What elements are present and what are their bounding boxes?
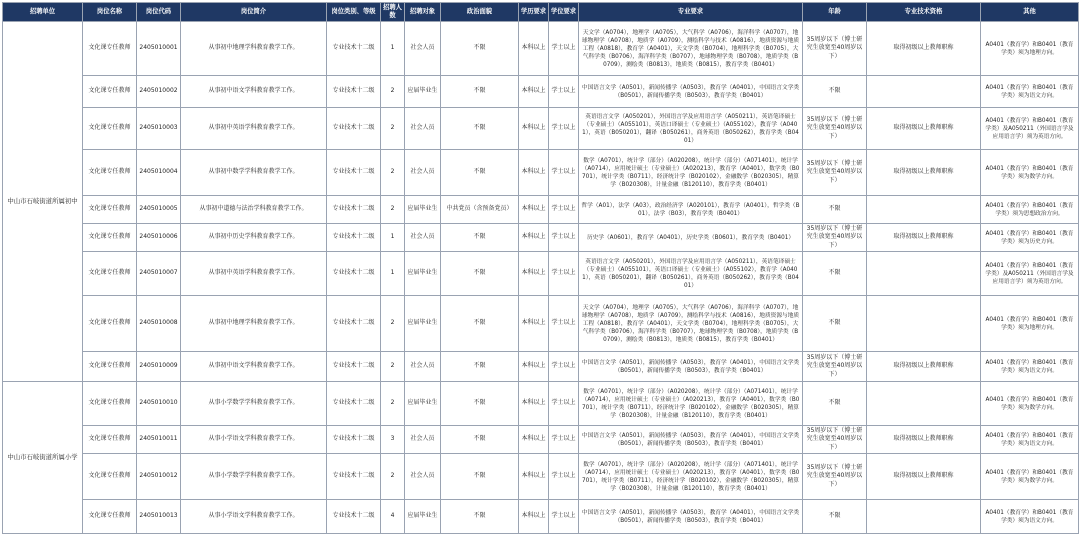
recruitment-table (2, 2, 1079, 534)
qualification-requirement-cell (867, 252, 981, 296)
education-requirement-cell: 本科以上 (519, 150, 549, 196)
major-requirement-cell: 天文学（A0704），地理学（A0705），大气科学（A0706），海洋科学（A0707），地球物理学（A0708），地质学（A0709），测绘科学与技术（A0816），地质资源与地质工程（A0818），教育学（A0401），天文学类（B0704），地理科学类（B0705），大气科学类（B0706），海洋科学类（B0707），地球物理学类（B0708），地质学类（B0709），测绘类（B0813），地质类（B0815），教育学类（B0401） (579, 22, 803, 76)
header-unit: 招聘单位 (3, 3, 83, 22)
header-position-intro: 岗位简介 (181, 3, 327, 22)
position-intro-cell: 从事初中数学学科教育教学工作。 (181, 150, 327, 196)
header-hire-count: 招聘人数 (381, 3, 405, 22)
major-requirement-cell: 中国语言文学（A0501），新闻传播学（A0503），教育学（A0401），中国语言文学类（B0501），新闻传播学类（B0503），教育学类（B0401） (579, 352, 803, 382)
target-group-cell: 应届毕业生 (405, 382, 441, 426)
qualification-requirement-cell (867, 196, 981, 224)
age-requirement-cell: 不限 (803, 196, 867, 224)
table-header-row (3, 3, 1079, 22)
age-requirement-cell: 35周岁以下（博士研究生放宽至40周岁以下） (803, 224, 867, 252)
position-category-cell: 专业技术十二级 (327, 22, 381, 76)
target-group-cell: 社会人员 (405, 352, 441, 382)
position-intro-cell: 从事小学语文学科教育教学工作。 (181, 500, 327, 534)
major-requirement-cell: 数学（A0701），统计学（部分）（A020208），统计学（部分）（A071401），统计学（A0714），应用统计硕士（专业硕士）（A020213），教育学（A0401），数学类（B0701），统计学类（B0711），经济统计学（B020102），金融数学（B020305），精算学（B020308），计量金融（B120110），教育学类（B0401） (579, 382, 803, 426)
position-category-cell: 专业技术十二级 (327, 382, 381, 426)
age-requirement-cell: 不限 (803, 76, 867, 108)
table-body (3, 22, 1079, 534)
political-status-cell: 不限 (441, 426, 519, 454)
degree-requirement-cell: 学士以上 (549, 108, 579, 150)
major-requirement-cell: 英语语言文学（A050201），外国语言学及应用语言学（A050211），英语笔译硕士（专业硕士）（A055101），英语口译硕士（专业硕士）（A055102），教育学（A0401），英语（B050201），翻译（B050261），商务英语（B050262），教育学类（B0401） (579, 108, 803, 150)
qualification-requirement-cell (867, 500, 981, 534)
age-requirement-cell: 35周岁以下（博士研究生放宽至40周岁以下） (803, 22, 867, 76)
position-name-cell: 文化课专任教师 (83, 196, 137, 224)
position-intro-cell: 从事初中道德与法治学科教育教学工作。 (181, 196, 327, 224)
degree-requirement-cell: 学士以上 (549, 382, 579, 426)
qualification-requirement-cell (867, 76, 981, 108)
position-code-cell: 2405010005 (137, 196, 181, 224)
age-requirement-cell: 35周岁以下（博士研究生放宽至40周岁以下） (803, 108, 867, 150)
target-group-cell: 应届毕业生 (405, 296, 441, 352)
hire-count-cell: 2 (381, 76, 405, 108)
other-notes-cell: A0401（教育学）和B0401（教育学类）及A050211（外国语言学及应用语言学）须为英语方向。 (981, 108, 1079, 150)
position-code-cell: 2405010011 (137, 426, 181, 454)
position-category-cell: 专业技术十二级 (327, 196, 381, 224)
qualification-requirement-cell: 取得初级以上教师职称 (867, 426, 981, 454)
political-status-cell: 不限 (441, 22, 519, 76)
age-requirement-cell: 35周岁以下（博士研究生放宽至40周岁以下） (803, 454, 867, 500)
major-requirement-cell: 历史学（A0601），教育学（A0401），历史学类（B0601），教育学类（B0401） (579, 224, 803, 252)
other-notes-cell: A0401（教育学）和B0401（教育学类）须为语文方向。 (981, 76, 1079, 108)
education-requirement-cell: 本科以上 (519, 382, 549, 426)
position-name-cell: 文化课专任教师 (83, 22, 137, 76)
target-group-cell: 应届毕业生 (405, 196, 441, 224)
degree-requirement-cell: 学士以上 (549, 426, 579, 454)
education-requirement-cell: 本科以上 (519, 252, 549, 296)
target-group-cell: 社会人员 (405, 108, 441, 150)
position-code-cell: 2405010009 (137, 352, 181, 382)
hire-count-cell: 2 (381, 196, 405, 224)
education-requirement-cell: 本科以上 (519, 426, 549, 454)
qualification-requirement-cell: 取得初级以上教师职称 (867, 108, 981, 150)
table-row (3, 252, 1079, 296)
age-requirement-cell: 不限 (803, 500, 867, 534)
position-intro-cell: 从事初中英语学科教育教学工作。 (181, 252, 327, 296)
position-code-cell: 2405010007 (137, 252, 181, 296)
header-position-name: 岗位名称 (83, 3, 137, 22)
target-group-cell: 应届毕业生 (405, 76, 441, 108)
major-requirement-cell: 数学（A0701），统计学（部分）（A020208），统计学（部分）（A071401），统计学（A0714），应用统计硕士（专业硕士）（A020213），教育学（A0401），数学类（B0701），统计学类（B0711），经济统计学（B020102），金融数学（B020305），精算学（B020308），计量金融（B120110），教育学类（B0401） (579, 150, 803, 196)
position-intro-cell: 从事初中地理学科教育教学工作。 (181, 22, 327, 76)
position-code-cell: 2405010013 (137, 500, 181, 534)
position-intro-cell: 从事初中语文学科教育教学工作。 (181, 352, 327, 382)
position-intro-cell: 从事初中历史学科教育教学工作。 (181, 224, 327, 252)
table-row (3, 426, 1079, 454)
position-category-cell: 专业技术十二级 (327, 108, 381, 150)
document-page (2, 2, 1078, 540)
table-row (3, 224, 1079, 252)
position-code-cell: 2405010006 (137, 224, 181, 252)
position-category-cell: 专业技术十二级 (327, 352, 381, 382)
position-name-cell: 文化课专任教师 (83, 108, 137, 150)
degree-requirement-cell: 学士以上 (549, 296, 579, 352)
header-position-code: 岗位代码 (137, 3, 181, 22)
table-row (3, 150, 1079, 196)
position-intro-cell: 从事小学数学学科教育教学工作。 (181, 382, 327, 426)
position-name-cell: 文化课专任教师 (83, 150, 137, 196)
table-row (3, 22, 1079, 76)
other-notes-cell: A0401（教育学）和B0401（教育学类）须为地理方向。 (981, 296, 1079, 352)
degree-requirement-cell: 学士以上 (549, 252, 579, 296)
other-notes-cell: A0401（教育学）和B0401（教育学类）须为数学方向。 (981, 454, 1079, 500)
position-category-cell: 专业技术十二级 (327, 426, 381, 454)
age-requirement-cell: 不限 (803, 252, 867, 296)
qualification-requirement-cell: 取得初级以上教师职称 (867, 150, 981, 196)
position-name-cell: 文化课专任教师 (83, 454, 137, 500)
other-notes-cell: A0401（教育学）和B0401（教育学类）须为语文方向。 (981, 500, 1079, 534)
political-status-cell: 不限 (441, 296, 519, 352)
position-code-cell: 2405010003 (137, 108, 181, 150)
political-status-cell: 不限 (441, 352, 519, 382)
age-requirement-cell: 35周岁以下（博士研究生放宽至40周岁以下） (803, 426, 867, 454)
education-requirement-cell: 本科以上 (519, 454, 549, 500)
political-status-cell: 不限 (441, 454, 519, 500)
major-requirement-cell: 中国语言文学（A0501），新闻传播学（A0503），教育学（A0401），中国语言文学类（B0501），新闻传播学类（B0503），教育学类（B0401） (579, 500, 803, 534)
major-requirement-cell: 数学（A0701），统计学（部分）（A020208），统计学（部分）（A071401），统计学（A0714），应用统计硕士（专业硕士）（A020213），教育学（A0401），数学类（B0701），统计学类（B0711），经济统计学（B020102），金融数学（B020305），精算学（B020308），计量金融（B120110），教育学类（B0401） (579, 454, 803, 500)
major-requirement-cell: 英语语言文学（A050201），外国语言学及应用语言学（A050211），英语笔译硕士（专业硕士）（A055101），英语口译硕士（专业硕士）（A055102），教育学（A0401），英语（B050201），翻译（B050261），商务英语（B050262），教育学类（B0401） (579, 252, 803, 296)
other-notes-cell: A0401（教育学）和B0401（教育学类）须为地理方向。 (981, 22, 1079, 76)
header-other: 其他 (981, 3, 1079, 22)
political-status-cell: 不限 (441, 500, 519, 534)
table-row (3, 76, 1079, 108)
degree-requirement-cell: 学士以上 (549, 454, 579, 500)
age-requirement-cell: 不限 (803, 382, 867, 426)
position-intro-cell: 从事初中英语学科教育教学工作。 (181, 108, 327, 150)
target-group-cell: 社会人员 (405, 426, 441, 454)
header-age: 年龄 (803, 3, 867, 22)
hire-count-cell: 1 (381, 224, 405, 252)
degree-requirement-cell: 学士以上 (549, 196, 579, 224)
hire-count-cell: 2 (381, 150, 405, 196)
position-category-cell: 专业技术十二级 (327, 500, 381, 534)
header-qualification: 专业技术资格 (867, 3, 981, 22)
position-intro-cell: 从事小学数学学科教育教学工作。 (181, 454, 327, 500)
position-code-cell: 2405010002 (137, 76, 181, 108)
position-code-cell: 2405010008 (137, 296, 181, 352)
table-row (3, 382, 1079, 426)
position-name-cell: 文化课专任教师 (83, 352, 137, 382)
table-row (3, 196, 1079, 224)
degree-requirement-cell: 学士以上 (549, 22, 579, 76)
education-requirement-cell: 本科以上 (519, 76, 549, 108)
position-intro-cell: 从事初中地理学科教育教学工作。 (181, 296, 327, 352)
degree-requirement-cell: 学士以上 (549, 150, 579, 196)
target-group-cell: 社会人员 (405, 150, 441, 196)
age-requirement-cell: 不限 (803, 296, 867, 352)
position-name-cell: 文化课专任教师 (83, 252, 137, 296)
political-status-cell: 不限 (441, 382, 519, 426)
hire-count-cell: 3 (381, 426, 405, 454)
position-category-cell: 专业技术十二级 (327, 76, 381, 108)
education-requirement-cell: 本科以上 (519, 352, 549, 382)
hire-count-cell: 2 (381, 352, 405, 382)
other-notes-cell: A0401（教育学）和B0401（教育学类）须为语文方向。 (981, 426, 1079, 454)
political-status-cell: 中共党员（含预备党员） (441, 196, 519, 224)
qualification-requirement-cell: 取得初级以上教师职称 (867, 224, 981, 252)
position-code-cell: 2405010004 (137, 150, 181, 196)
major-requirement-cell: 哲学（A01），法学（A03），政治经济学（A020101），教育学（A0401），哲学类（B01），法学（B03），教育学类（B0401） (579, 196, 803, 224)
position-code-cell: 2405010012 (137, 454, 181, 500)
qualification-requirement-cell: 取得初级以上教师职称 (867, 454, 981, 500)
position-name-cell: 文化课专任教师 (83, 500, 137, 534)
target-group-cell: 社会人员 (405, 454, 441, 500)
table-row (3, 352, 1079, 382)
position-code-cell: 2405010010 (137, 382, 181, 426)
position-category-cell: 专业技术十二级 (327, 454, 381, 500)
hire-count-cell: 2 (381, 108, 405, 150)
position-name-cell: 文化课专任教师 (83, 76, 137, 108)
age-requirement-cell: 35周岁以下（博士研究生放宽至40周岁以下） (803, 150, 867, 196)
qualification-requirement-cell: 取得初级以上教师职称 (867, 352, 981, 382)
other-notes-cell: A0401（教育学）和B0401（教育学类）须为数学方向。 (981, 382, 1079, 426)
hire-count-cell: 2 (381, 454, 405, 500)
political-status-cell: 不限 (441, 252, 519, 296)
other-notes-cell: A0401（教育学）和B0401（教育学类）须为思想政治方向。 (981, 196, 1079, 224)
header-education: 学历要求 (519, 3, 549, 22)
degree-requirement-cell: 学士以上 (549, 76, 579, 108)
position-intro-cell: 从事初中语文学科教育教学工作。 (181, 76, 327, 108)
target-group-cell: 社会人员 (405, 22, 441, 76)
target-group-cell: 应届毕业生 (405, 252, 441, 296)
position-name-cell: 文化课专任教师 (83, 382, 137, 426)
political-status-cell: 不限 (441, 224, 519, 252)
hiring-unit-cell: 中山市石岐街道所属小学 (3, 382, 83, 534)
table-row (3, 296, 1079, 352)
hire-count-cell: 2 (381, 382, 405, 426)
political-status-cell: 不限 (441, 150, 519, 196)
hire-count-cell: 2 (381, 296, 405, 352)
age-requirement-cell: 35周岁以下（博士研究生放宽至40周岁以下） (803, 352, 867, 382)
political-status-cell: 不限 (441, 108, 519, 150)
header-target: 招聘对象 (405, 3, 441, 22)
qualification-requirement-cell: 取得初级以上教师职称 (867, 22, 981, 76)
position-category-cell: 专业技术十二级 (327, 252, 381, 296)
header-degree: 学位要求 (549, 3, 579, 22)
degree-requirement-cell: 学士以上 (549, 352, 579, 382)
qualification-requirement-cell (867, 382, 981, 426)
major-requirement-cell: 中国语言文学（A0501），新闻传播学（A0503），教育学（A0401），中国语言文学类（B0501），新闻传播学类（B0503），教育学类（B0401） (579, 426, 803, 454)
position-category-cell: 专业技术十二级 (327, 296, 381, 352)
hire-count-cell: 1 (381, 22, 405, 76)
education-requirement-cell: 本科以上 (519, 196, 549, 224)
position-intro-cell: 从事小学语文学科教育教学工作。 (181, 426, 327, 454)
hiring-unit-cell: 中山市石岐街道所属初中 (3, 22, 83, 382)
degree-requirement-cell: 学士以上 (549, 500, 579, 534)
hire-count-cell: 1 (381, 252, 405, 296)
table-row (3, 454, 1079, 500)
position-name-cell: 文化课专任教师 (83, 426, 137, 454)
hire-count-cell: 4 (381, 500, 405, 534)
position-category-cell: 专业技术十二级 (327, 150, 381, 196)
education-requirement-cell: 本科以上 (519, 108, 549, 150)
education-requirement-cell: 本科以上 (519, 22, 549, 76)
position-category-cell: 专业技术十二级 (327, 224, 381, 252)
position-name-cell: 文化课专任教师 (83, 296, 137, 352)
degree-requirement-cell: 学士以上 (549, 224, 579, 252)
other-notes-cell: A0401（教育学）和B0401（教育学类）须为历史方向。 (981, 224, 1079, 252)
position-name-cell: 文化课专任教师 (83, 224, 137, 252)
header-major: 专业要求 (579, 3, 803, 22)
education-requirement-cell: 本科以上 (519, 500, 549, 534)
position-code-cell: 2405010001 (137, 22, 181, 76)
target-group-cell: 应届毕业生 (405, 500, 441, 534)
table-row (3, 108, 1079, 150)
other-notes-cell: A0401（教育学）和B0401（教育学类）须为数学方向。 (981, 150, 1079, 196)
major-requirement-cell: 中国语言文学（A0501），新闻传播学（A0503），教育学（A0401），中国语言文学类（B0501），新闻传播学类（B0503），教育学类（B0401） (579, 76, 803, 108)
political-status-cell: 不限 (441, 76, 519, 108)
education-requirement-cell: 本科以上 (519, 296, 549, 352)
table-row (3, 500, 1079, 534)
qualification-requirement-cell (867, 296, 981, 352)
major-requirement-cell: 天文学（A0704），地理学（A0705），大气科学（A0706），海洋科学（A0707），地球物理学（A0708），地质学（A0709），测绘科学与技术（A0816），地质资源与地质工程（A0818），教育学（A0401），天文学类（B0704），地理科学类（B0705），大气科学类（B0706），海洋科学类（B0707），地球物理学类（B0708），地质学类（B0709），测绘类（B0813），地质类（B0815），教育学类（B0401） (579, 296, 803, 352)
education-requirement-cell: 本科以上 (519, 224, 549, 252)
other-notes-cell: A0401（教育学）和B0401（教育学类）须为语文方向。 (981, 352, 1079, 382)
target-group-cell: 社会人员 (405, 224, 441, 252)
header-political-status: 政治面貌 (441, 3, 519, 22)
other-notes-cell: A0401（教育学）和B0401（教育学类）及A050211（外国语言学及应用语言学）须为英语方向。 (981, 252, 1079, 296)
header-position-category: 岗位类别、等级 (327, 3, 381, 22)
